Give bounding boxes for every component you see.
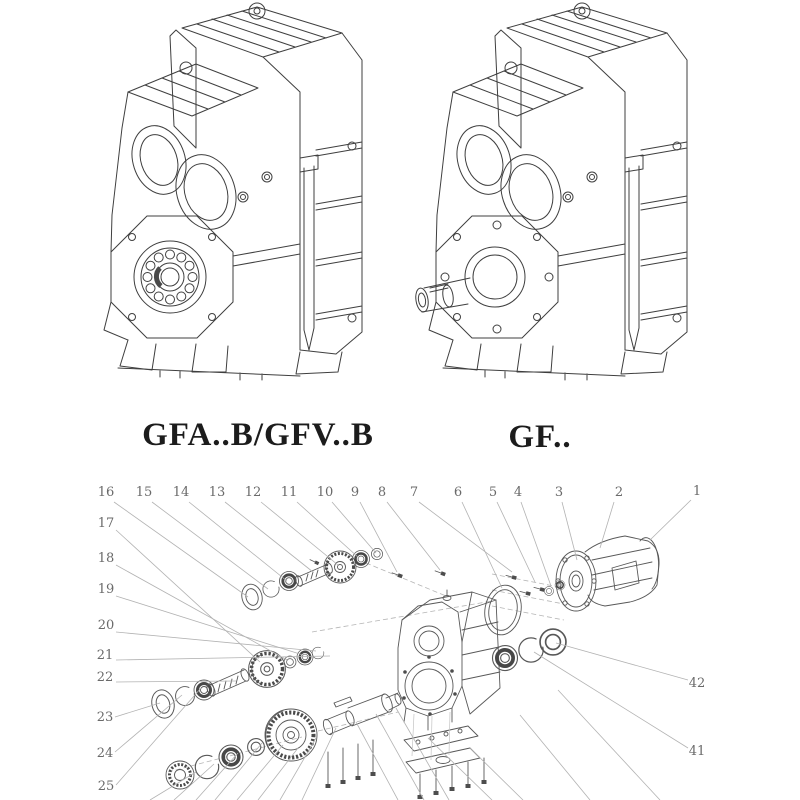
- model-label-right: GF..: [508, 419, 572, 455]
- callout-number-1: 1: [692, 484, 702, 499]
- callout-number-7: 7: [409, 485, 419, 500]
- cut-leader-line-5: [258, 748, 298, 800]
- callout-number-6: 6: [453, 485, 463, 500]
- callout-number-11: 11: [280, 485, 298, 500]
- leader-line-13: [225, 502, 313, 572]
- leader-line-1: [650, 500, 691, 540]
- leader-line-3: [562, 502, 577, 560]
- leader-line-16: [114, 502, 248, 597]
- cut-leader-line-4: [237, 745, 283, 800]
- callout-number-2: 2: [614, 485, 624, 500]
- leader-line-25: [116, 688, 201, 785]
- gearbox-drawing-left: [104, 3, 362, 380]
- leader-line-17: [116, 530, 260, 662]
- leader-line-20: [116, 632, 316, 651]
- callout-number-17: 17: [97, 516, 115, 531]
- callout-number-25: 25: [97, 779, 115, 794]
- output-gear: [265, 709, 317, 761]
- callout-number-24: 24: [96, 746, 114, 761]
- callout-number-19: 19: [97, 582, 115, 597]
- exploded-parts-diagram: [97, 484, 706, 800]
- leader-line-11: [297, 502, 359, 558]
- callout-number-16: 16: [97, 485, 115, 500]
- input-shaft-assembly: [239, 548, 383, 612]
- leader-line-10: [332, 502, 376, 553]
- leader-line-42: [556, 643, 688, 680]
- hollow-shaft-bearing: [134, 241, 206, 313]
- leader-line-19: [116, 596, 303, 655]
- cut-leader-line-12: [470, 748, 523, 800]
- leader-line-15: [152, 502, 268, 589]
- callout-number-22: 22: [96, 670, 114, 685]
- gearbox-drawing-right: [414, 3, 687, 380]
- cut-leader-line-13: [520, 715, 590, 800]
- callout-number-9: 9: [350, 485, 360, 500]
- callout-number-3: 3: [554, 485, 564, 500]
- leader-line-2: [600, 502, 614, 548]
- solid-output-shaft: [414, 221, 553, 333]
- cut-leader-line-2: [196, 753, 238, 800]
- callout-number-12: 12: [244, 485, 262, 500]
- leader-line-21: [116, 656, 330, 660]
- cut-leader-line-8: [356, 722, 398, 800]
- cut-leader-line-14: [558, 690, 660, 800]
- callout-number-20: 20: [97, 618, 115, 633]
- callout-number-18: 18: [97, 551, 115, 566]
- fastener-bolts: [326, 740, 487, 799]
- callout-number-5: 5: [488, 485, 498, 500]
- motor-assembly: [556, 536, 659, 611]
- cut-leader-line-9: [376, 714, 424, 800]
- leader-line-12: [261, 502, 338, 565]
- callout-layer: [97, 484, 706, 800]
- callout-number-23: 23: [96, 710, 114, 725]
- model-label-left: GFA..B/GFV..B: [142, 417, 374, 453]
- leader-line-4: [521, 502, 551, 586]
- leader-line-6: [462, 502, 502, 588]
- leader-line-41: [534, 652, 688, 748]
- leader-line-14: [189, 502, 287, 581]
- leader-line-5: [497, 502, 535, 582]
- cut-leader-line-7: [302, 728, 336, 800]
- leader-line-24: [115, 695, 182, 752]
- callout-number-42: 42: [688, 676, 706, 691]
- callout-number-13: 13: [208, 485, 226, 500]
- cut-leader-line-11: [428, 738, 492, 800]
- callout-number-14: 14: [172, 485, 190, 500]
- output-shaft-assembly: [166, 693, 402, 789]
- callout-number-10: 10: [316, 485, 334, 500]
- cut-leader-line-6: [280, 738, 316, 800]
- callout-number-21: 21: [96, 648, 114, 663]
- callout-number-15: 15: [135, 485, 153, 500]
- callout-number-8: 8: [377, 485, 387, 500]
- callout-number-4: 4: [513, 485, 523, 500]
- shaft-key: [334, 697, 352, 707]
- callout-number-41: 41: [688, 744, 706, 759]
